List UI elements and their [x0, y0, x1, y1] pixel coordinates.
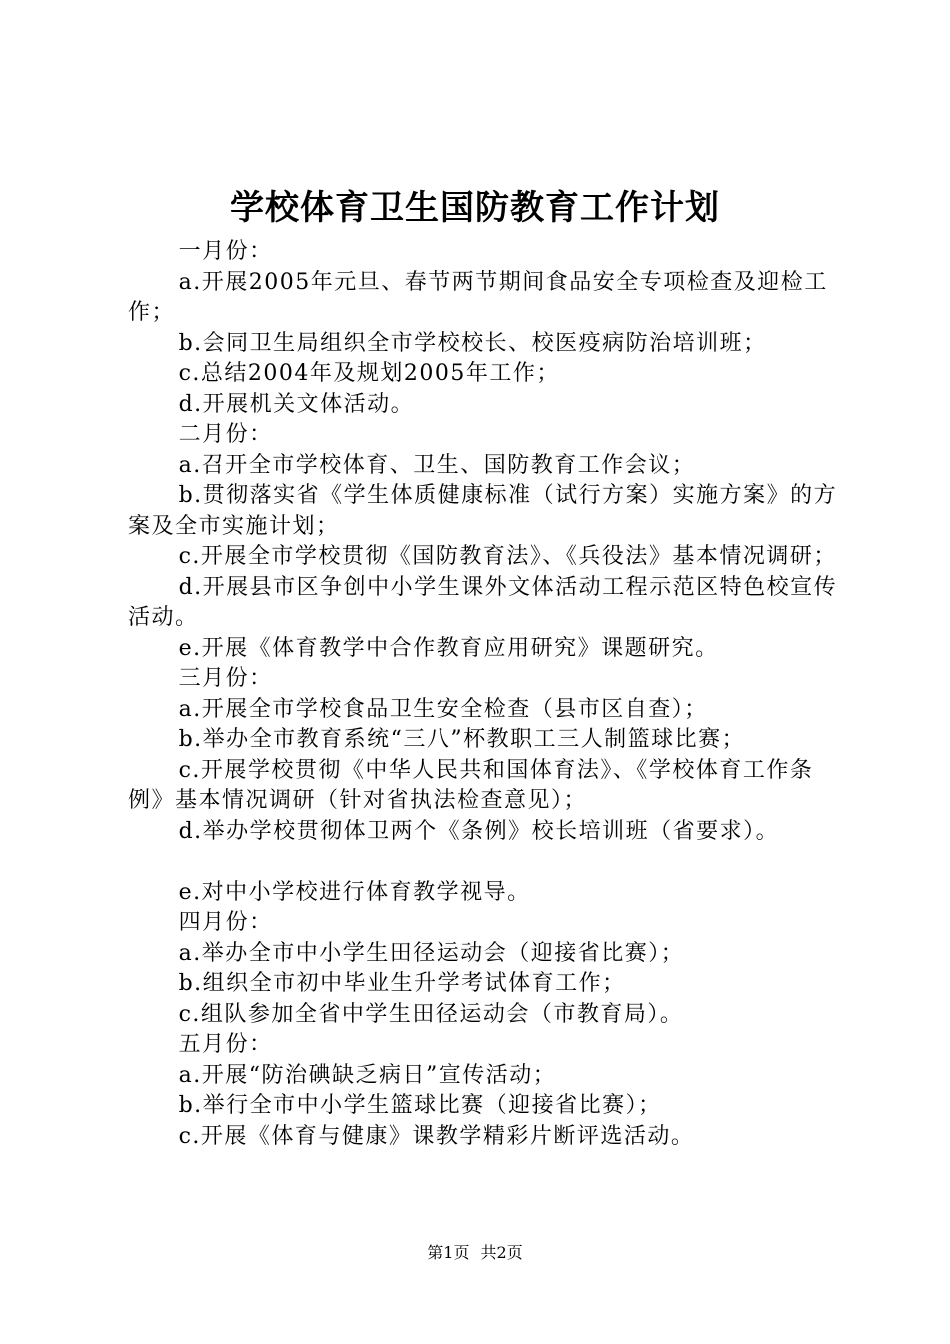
paragraph: a.举办全市中小学生田径运动会（迎接省比赛）；	[178, 940, 685, 966]
document-title: 学校体育卫生国防教育工作计划	[230, 188, 720, 228]
paragraph: d.举办学校贯彻体卫两个《条例》校长培训班（省要求）。	[178, 818, 780, 844]
paragraph: c.总结2004年及规划2005年工作；	[178, 361, 560, 386]
paragraph: b.会同卫生局组织全市学校校长、校医疫病防治培训班；	[178, 330, 767, 356]
document-body	[128, 237, 838, 1152]
paragraph-february: 二月份：	[178, 422, 273, 447]
paragraph: c.开展《体育与健康》课教学精彩片断评选活动。	[178, 1123, 695, 1149]
paragraph-may: 五月份：	[178, 1032, 273, 1057]
paragraph: e.开展《体育教学中合作教育应用研究》课题研究。	[178, 635, 719, 661]
paragraph-march: 三月份：	[178, 666, 273, 691]
paragraph: a.开展“防治碘缺乏病日”宣传活动；	[178, 1062, 557, 1088]
paragraph: b.组织全市初中毕业生升学考试体育工作；	[178, 971, 626, 996]
page-number: 第1页	[427, 1243, 470, 1262]
paragraph-january: 一月份：	[178, 239, 273, 264]
paragraph: a.召开全市学校体育、卫生、国防教育工作会议；	[178, 452, 696, 478]
paragraph: b.举办全市教育系统“三八”杯教职工三人制篮球比赛；	[178, 727, 746, 752]
paragraph: a.开展全市学校食品卫生安全检查（县市区自查）；	[178, 696, 708, 722]
paragraph: e.对中小学校进行体育教学视导。	[178, 879, 531, 905]
paragraph: d.开展机关文体活动。	[178, 391, 415, 417]
blank-line	[128, 847, 838, 878]
page-footer	[0, 1242, 950, 1264]
paragraph: b.贯彻落实省《学生体质健康标准（试行方案）实施方案》的方案及全市实施计划；	[128, 483, 838, 539]
paragraph: c.开展学校贯彻《中华人民共和国体育法》、《学校体育工作条例》基本情况调研（针对省执法检查意见）；	[128, 757, 814, 813]
page-total: 共2页	[480, 1243, 523, 1262]
paragraph: d.开展县市区争创中小学生课外文体活动工程示范区特色校宣传活动。	[128, 574, 838, 630]
paragraph-april: 四月份：	[178, 910, 273, 935]
paragraph: c.组队参加全省中学生田径运动会（市教育局）。	[178, 1001, 684, 1027]
paragraph: a.开展2005年元旦、春节两节期间食品安全专项检查及迎检工作；	[128, 269, 828, 325]
paragraph: c.开展全市学校贯彻《国防教育法》、《兵役法》基本情况调研；	[178, 544, 837, 569]
paragraph: b.举行全市中小学生篮球比赛（迎接省比赛）；	[178, 1093, 662, 1118]
